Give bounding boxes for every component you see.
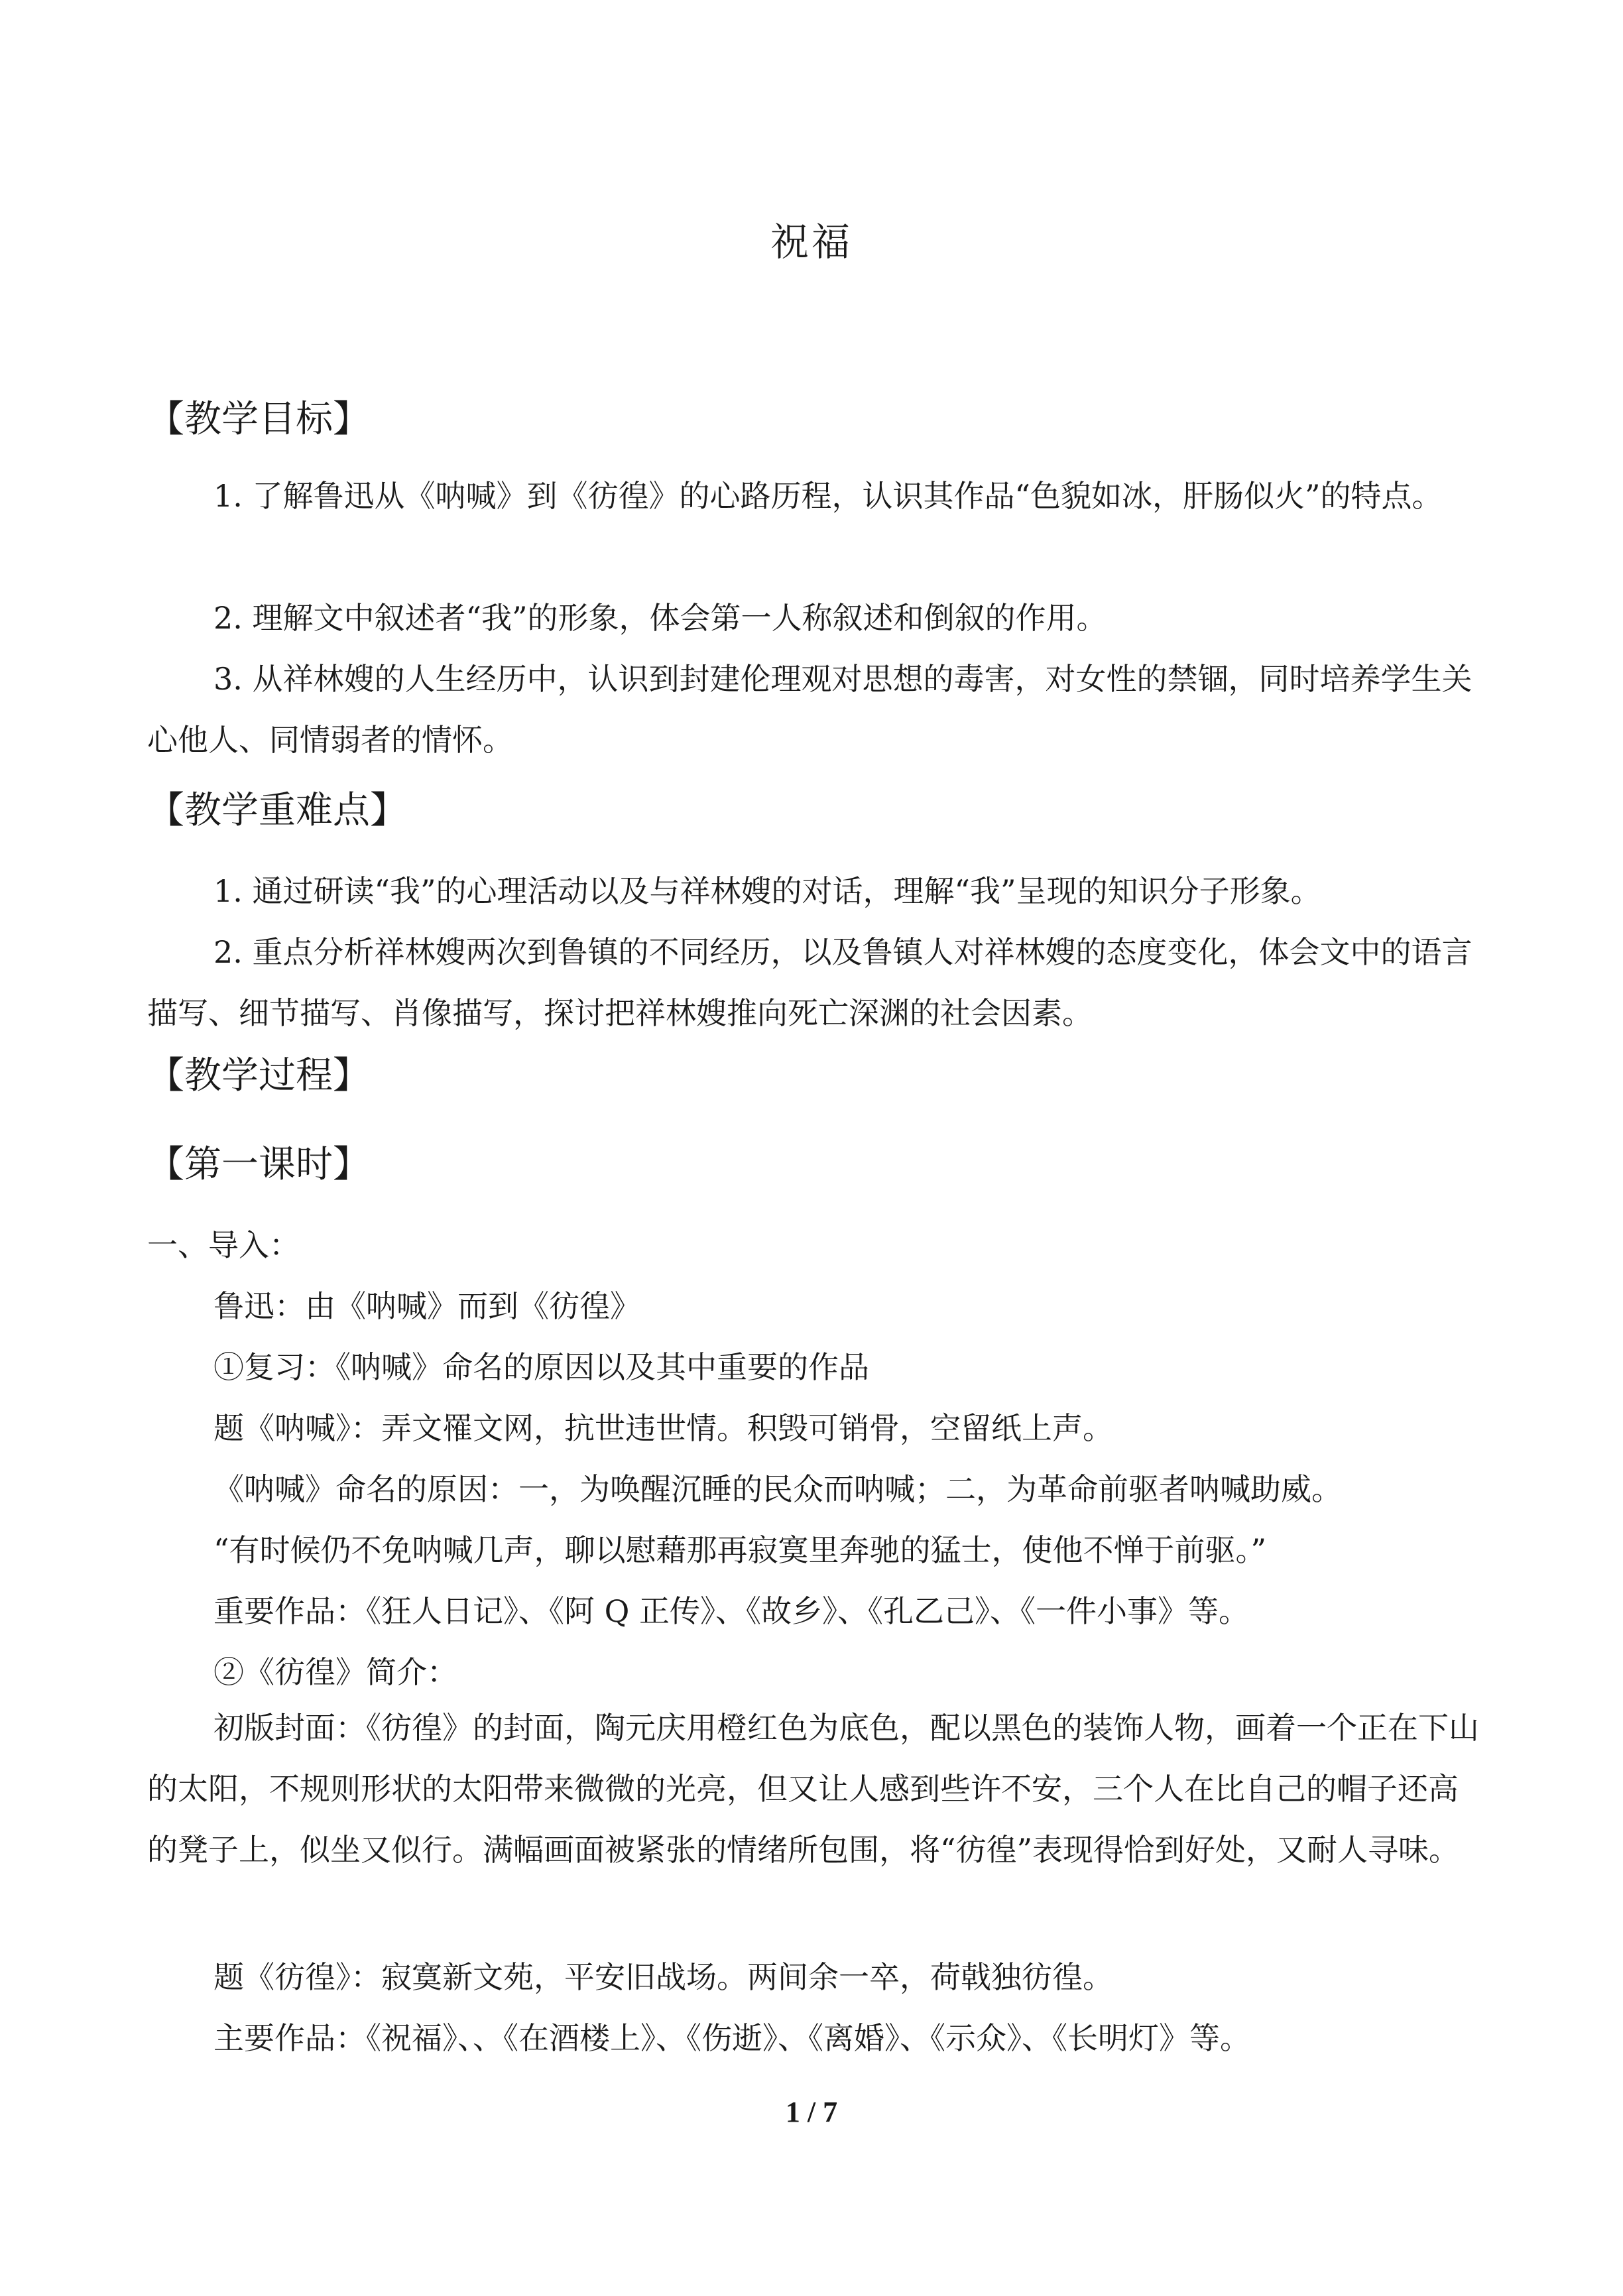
page-indicator: 1 / 7 xyxy=(785,2096,838,2128)
intro-line: 重要作品：《狂人日记》、《阿 Q 正传》、《故乡》、《孔乙己》、《一件小事》等。 xyxy=(213,1593,1249,1629)
intro-line: 题《呐喊》：弄文罹文网，抗世违世情。积毁可销骨，空留纸上声。 xyxy=(213,1410,1113,1446)
page-title: 祝福 xyxy=(770,219,853,265)
lesson1-heading: 【第一课时】 xyxy=(147,1143,370,1186)
process-heading: 【教学过程】 xyxy=(147,1054,370,1097)
closing-line: 主要作品：《祝福》、、《在酒楼上》、《伤逝》、《离婚》、《示众》、《长明灯》等。 xyxy=(213,2020,1250,2056)
intro-line: 鲁迅：由《呐喊》而到《彷徨》 xyxy=(213,1288,640,1324)
intro-line: 《呐喊》命名的原因：一，为唤醒沉睡的民众而呐喊；二，为革命前驱者呐喊助威。 xyxy=(213,1471,1342,1507)
intro-line: ②《彷徨》简介： xyxy=(213,1654,457,1690)
objective-item: 3. 从祥林嫂的人生经历中，认识到封建伦理观对思想的毒害，对女性的禁锢，同时培养学生关心他人、同情弱者的情怀。 xyxy=(147,661,1473,758)
objectives-heading: 【教学目标】 xyxy=(147,398,370,441)
objective-item: 1. 了解鲁迅从《呐喊》到《彷徨》的心路历程，认识其作品“色貌如冰，肝肠似火”的特点。 xyxy=(213,478,1443,514)
objective-item: 2. 理解文中叙述者“我”的形象，体会第一人称叙述和倒叙的作用。 xyxy=(213,600,1107,636)
closing-line: 题《彷徨》：寂寞新文苑，平安旧战场。两间余一卒，荷戟独彷徨。 xyxy=(213,1959,1113,1995)
cover-paragraph: 初版封面：《彷徨》的封面，陶元庆用橙红色为底色，配以黑色的装饰人物，画着一个正在下山的太阳，不规则形状的太阳带来微微的光亮，但又让人感到些许不安，三个人在比自己的帽子还高的凳子上，似坐又似行。满幅画面被紧张的情绪所包围，将“彷徨”表现得恰到好处，又耐人寻味。 xyxy=(147,1710,1479,1868)
intro-line: ①复习：《呐喊》命名的原因以及其中重要的作品 xyxy=(213,1349,869,1385)
key-point-item: 1. 通过研读“我”的心理活动以及与祥林嫂的对话，理解“我”呈现的知识分子形象。 xyxy=(213,873,1321,909)
intro-heading: 一、导入： xyxy=(147,1227,300,1263)
intro-line: “有时候仍不免呐喊几声，聊以慰藉那再寂寞里奔驰的猛士，使他不惮于前驱。” xyxy=(213,1532,1267,1568)
key-point-item: 2. 重点分析祥林嫂两次到鲁镇的不同经历，以及鲁镇人对祥林嫂的态度变化，体会文中的语言描写、细节描写、肖像描写，探讨把祥林嫂推向死亡深渊的社会因素。 xyxy=(147,934,1473,1031)
key-points-heading: 【教学重难点】 xyxy=(147,789,407,832)
